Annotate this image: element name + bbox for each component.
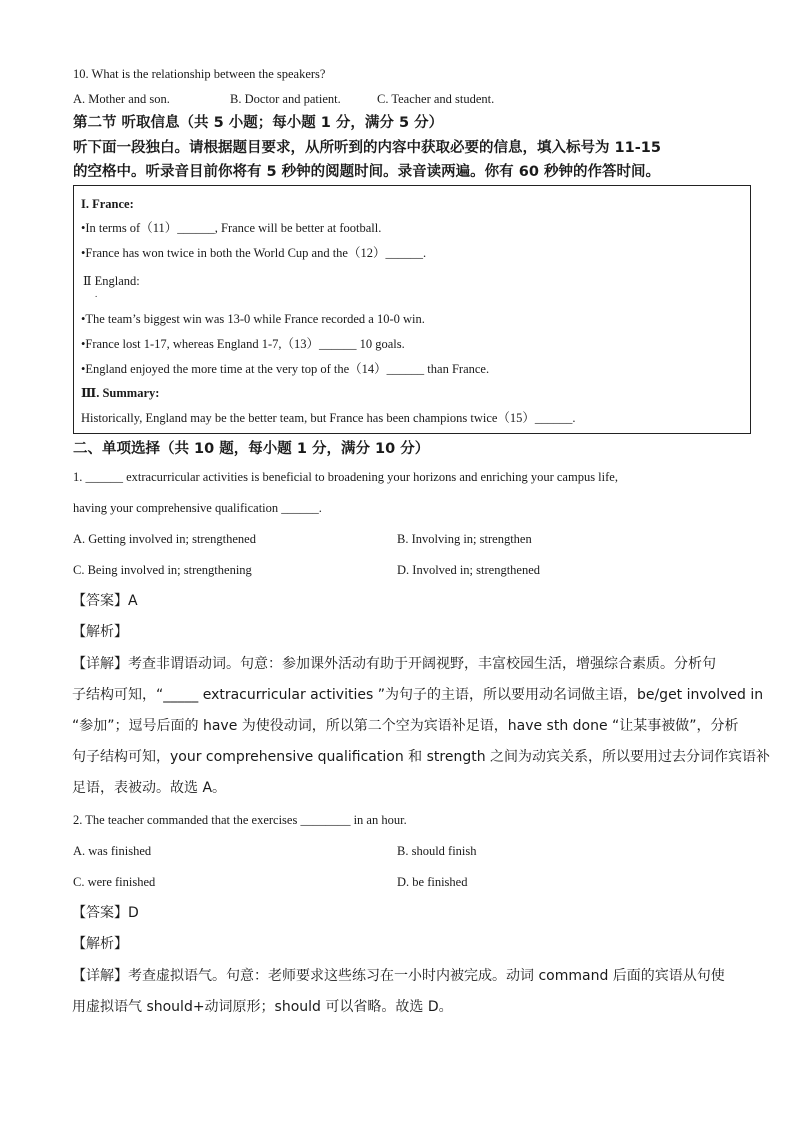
q1-detail-line-5: 足语，表被动。故选 A。	[72, 780, 227, 796]
question-10: 10. What is the relationship between the speakers?	[73, 67, 326, 81]
q2-option-c: C. were finished	[73, 875, 156, 889]
q1-option-d: D. Involved in; strengthened	[397, 563, 541, 577]
section-2-instruction-line-1: 听下面一段独白。请根据题目要求，从所听到的内容中获取必要的信息，填入标号为 11-15	[73, 140, 661, 156]
q1-stem-line-2: having your comprehensive qualification ______.	[73, 501, 322, 515]
q1-answer: 【答案】A	[72, 593, 138, 609]
q2-analysis-label: 【解析】	[72, 936, 128, 952]
q2-option-d: D. be finished	[397, 875, 468, 889]
q2-option-a: A. was finished	[73, 844, 152, 858]
stray-dot: .	[95, 289, 98, 299]
part-2-heading: 二、单项选择（共 10 题，每小题 1 分，满分 10 分）	[73, 441, 430, 457]
blank-14-line: •England enjoyed the more time at the very top of the（14）______ than France.	[81, 362, 490, 376]
q10-option-a: A. Mother and son.	[73, 92, 170, 106]
q2-stem: 2. The teacher commanded that the exercises ________ in an hour.	[73, 813, 407, 827]
box-heading-england: Ⅱ England:	[83, 274, 140, 288]
biggest-win-line: •The team’s biggest win was 13-0 while France recorded a 10-0 win.	[81, 312, 425, 326]
blank-12-line: •France has won twice in both the World Cup and the（12）______.	[81, 246, 427, 260]
blank-13-line: •France lost 1-17, whereas England 1-7,（13）______ 10 goals.	[81, 337, 405, 351]
box-heading-france: I. France:	[81, 197, 134, 211]
box-heading-summary: Ⅲ. Summary:	[81, 386, 160, 400]
q1-stem-line-1: 1. ______ extracurricular activities is beneficial to broadening your horizons and enriching your campus life,	[73, 470, 618, 484]
q1-option-b: B. Involving in; strengthen	[397, 532, 532, 546]
q1-detail-line-4: 句子结构可知，your comprehensive qualification 和 strength 之间为动宾关系，所以要用过去分词作宾语补	[72, 749, 771, 765]
q1-analysis-label: 【解析】	[72, 624, 128, 640]
q2-answer: 【答案】D	[72, 905, 139, 921]
q1-option-c: C. Being involved in; strengthening	[73, 563, 252, 577]
blank-11-line: •In terms of（11）______, France will be better at football.	[81, 221, 382, 235]
q1-detail-line-3: “参加”；逗号后面的 have 为使役动词，所以第二个空为宾语补足语，have sth done “让某事被做”，分析	[72, 718, 739, 734]
q10-option-c: C. Teacher and student.	[377, 92, 495, 106]
blank-15-line: Historically, England may be the better team, but France has been champions twice（15）______.	[81, 411, 576, 425]
q1-detail-line-1: 【详解】考查非谓语动词。句意：参加课外活动有助于开阔视野，丰富校园生活，增强综合素质。分析句	[72, 656, 716, 672]
section-2-heading: 第二节 听取信息（共 5 小题；每小题 1 分，满分 5 分）	[73, 115, 444, 131]
q1-option-a: A. Getting involved in; strengthened	[73, 532, 256, 546]
q2-detail-line-1: 【详解】考查虚拟语气。句意：老师要求这些练习在一小时内被完成。动词 command 后面的宾语从句使	[72, 968, 725, 984]
q2-option-b: B. should finish	[397, 844, 477, 858]
section-2-instruction-line-2: 的空格中。听录音目前你将有 5 秒钟的阅题时间。录音读两遍。你有 60 秒钟的作答时间。	[73, 164, 660, 180]
q1-detail-line-2: 子结构可知，“_____ extracurricular activities ”为句子的主语，所以要用动名词做主语，be/get involved in	[72, 687, 764, 703]
q2-detail-line-2: 用虚拟语气 should+动词原形；should 可以省略。故选 D。	[72, 999, 453, 1015]
q10-option-b: B. Doctor and patient.	[230, 92, 341, 106]
